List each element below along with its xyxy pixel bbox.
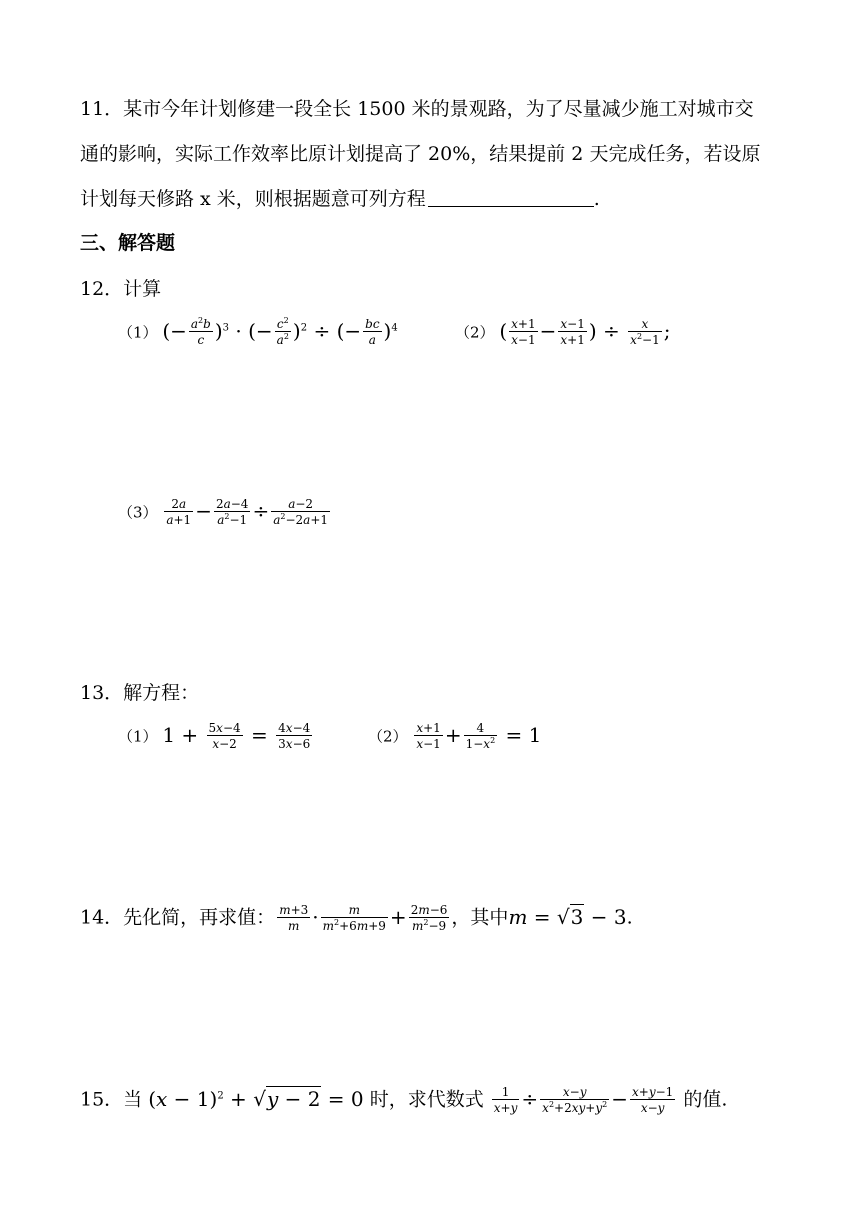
section-title-solve: 三、解答题: [80, 232, 176, 254]
q15-prefix: 15．当: [80, 1088, 143, 1111]
q14-expression: $\frac{m+3}{m}$ · $\frac{m}{m^2+6m+9}$ + $\frac{2m-6}{m^2-9}$: [279, 903, 448, 933]
q12-part2-expression: ( $\frac{x+1}{x-1}$ − $\frac{x-1}{x+1}$ ) ÷ $\frac{x}{x^2-1}$ ;: [499, 317, 671, 347]
q12-title: 12．计算: [80, 278, 162, 300]
q12-part3: [118, 498, 332, 526]
q13-part1: [118, 722, 314, 750]
q13-part1-label: （1）: [118, 727, 158, 746]
q11-line-3: [80, 190, 600, 209]
q14-end: .: [626, 906, 633, 929]
q12-part1-expression: (− $\frac{a^2b}{c}$ )$^3$ · (− $\frac{c^2}{a^2}$ )$^2$ ÷ (− $\frac{bc}{a}$ )$^4$: [162, 316, 398, 347]
q15: [80, 1086, 727, 1114]
q12-part1-label: （1）: [118, 323, 158, 342]
q15-end: 的值.: [683, 1088, 728, 1111]
q13-part1-equation: 1 + $\frac{5x-4}{x-2}$ = $\frac{4x-4}{3x-6}$: [162, 721, 311, 751]
q13-part2-equation: $\frac{x+1}{x-1}$ + $\frac{4}{1-x^2}$ = 1: [416, 721, 542, 751]
q11-line-3-text: 计划每天修路 x 米，则根据题意可列方程: [80, 188, 426, 210]
q12-part2-label: （2）: [455, 323, 495, 342]
q13-title: 13．解方程：: [80, 682, 200, 704]
q12-part3-expression: $\frac{2a}{a+1}$ − $\frac{2a-4}{a^2-1}$ ÷ $\frac{a-2}{a^2-2a+1}$: [166, 497, 329, 527]
q13-part2-label: （2）: [368, 727, 408, 746]
q14-prefix: 14．先化简，再求值：: [80, 906, 276, 929]
q11-line-2: 通的影响，实际工作效率比原计划提高了 20%，结果提前 2 天完成任务，若设原: [80, 143, 761, 165]
q14-condition: m = √3 − 3: [508, 904, 627, 929]
q15-condition: $(x - 1)^2 + √y - 2 = 0$: [148, 1086, 364, 1111]
q14-mid: ，其中: [451, 906, 509, 929]
q14: [80, 904, 633, 932]
answer-blank[interactable]: [428, 205, 594, 207]
q15-expression: $\frac{1}{x+y}$ ÷ $\frac{x-y}{x^2+2xy+y^2}$ − $\frac{x+y-1}{x-y}$: [493, 1085, 674, 1115]
q12-part3-label: （3）: [118, 503, 158, 522]
q11-line-1: 11．某市今年计划修建一段全长 1500 米的景观路，为了尽量减少施工对城市交: [80, 98, 754, 120]
q13-part2: [368, 722, 541, 750]
q12-part2: [455, 318, 670, 346]
q11-line-3-end: .: [593, 188, 600, 210]
q15-mid: 时，求代数式: [369, 1088, 484, 1111]
q12-part1: [118, 318, 398, 346]
